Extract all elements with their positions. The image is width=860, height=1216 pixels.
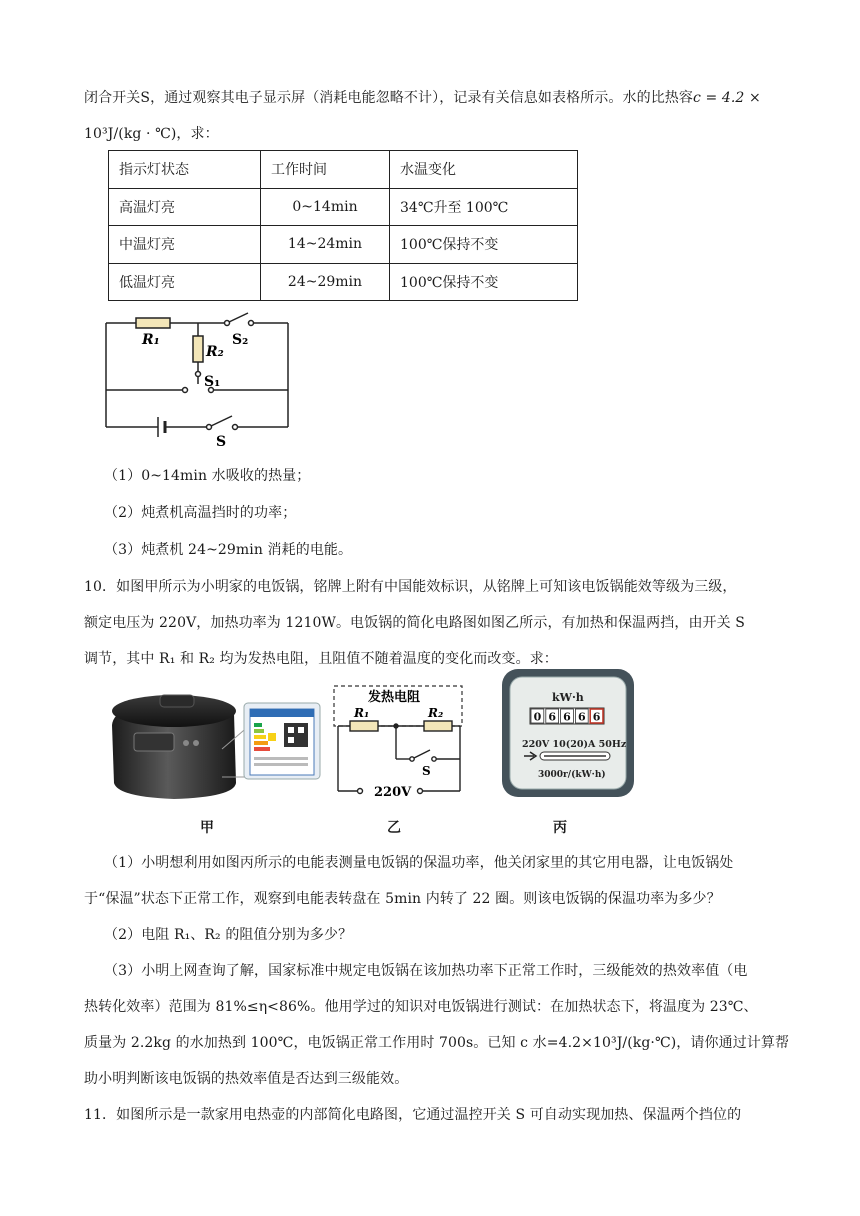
q10-line-2: 额定电压为 220V，加热功率为 1210W。电饭锅的简化电路图如图乙所示，有加热和保温两挡，由开关 S bbox=[84, 615, 745, 631]
q10-part-2: （2）电阻 R₁、R₂ 的阻值分别为多少？ bbox=[104, 927, 353, 943]
q10-line-3: 调节，其中 R₁ 和 R₂ 均为发热电阻，且阻值不随着温度的变化而改变。求： bbox=[84, 651, 558, 667]
status-table bbox=[108, 150, 578, 301]
meter-digit: 6 bbox=[548, 710, 557, 724]
q9-part-1: （1）0~14min 水吸收的热量； bbox=[104, 468, 311, 484]
label-heating-resistor: 发热电阻 bbox=[368, 690, 421, 705]
label-220v: 220V bbox=[374, 785, 412, 800]
table-cell: 100℃保持不变 bbox=[390, 263, 578, 301]
label-yi-r1: R₁ bbox=[354, 706, 370, 720]
table-row bbox=[109, 263, 578, 301]
meter-digit: 6 bbox=[563, 710, 571, 724]
q10-part-3-line-1: （3）小明上网查询了解，国家标准中规定电饭锅在该加热功率下正常工作时，三级能效的热效率值（电 bbox=[104, 963, 748, 979]
q9-part-2: （2）炖煮机高温挡时的功率； bbox=[104, 505, 297, 521]
table-cell: 24~29min bbox=[261, 263, 390, 301]
caption-jia: 甲 bbox=[200, 820, 214, 836]
table-cell: 100℃保持不变 bbox=[390, 226, 578, 264]
table-cell: 14~24min bbox=[261, 226, 390, 264]
meter-rev: 3000r/(kW·h) bbox=[538, 770, 606, 780]
meter-spec: 220V 10(20)A 50Hz bbox=[522, 739, 627, 750]
table-row bbox=[109, 188, 578, 226]
label-s1: S₁ bbox=[204, 374, 221, 390]
table-header: 水温变化 bbox=[390, 151, 578, 189]
table-header-row bbox=[109, 151, 578, 189]
label-r2: R₂ bbox=[206, 344, 224, 360]
table-cell: 低温灯亮 bbox=[109, 263, 261, 301]
rice-cooker-figure bbox=[104, 685, 324, 805]
table-row bbox=[109, 226, 578, 264]
circuit-diagram-2 bbox=[330, 683, 470, 803]
q10-part-1-line-2: 于“保温”状态下正常工作，观察到电能表转盘在 5min 内转了 22 圈。则该电饭锅的保温功率为多少？ bbox=[84, 891, 721, 907]
circuit-diagram-1 bbox=[96, 310, 306, 450]
specific-heat-formula: c = 4.2 × bbox=[693, 90, 761, 106]
caption-yi: 乙 bbox=[387, 820, 401, 836]
intro-line-1: 闭合开关S，通过观察其电子显示屏（消耗电能忽略不计），记录有关信息如表格所示。水的比热容c = 4.2 × bbox=[84, 90, 761, 106]
table-cell: 高温灯亮 bbox=[109, 188, 261, 226]
meter-digit: 0 bbox=[533, 710, 542, 724]
q11-line-1: 11．如图所示是一款家用电热壶的内部简化电路图，它通过温控开关 S 可自动实现加热、保温两个挡位的 bbox=[84, 1107, 742, 1123]
q10-part-3-line-4: 助小明判断该电饭锅的热效率值是否达到三级能效。 bbox=[84, 1071, 409, 1087]
label-yi-r2: R₂ bbox=[428, 706, 444, 720]
intro-line-2: 10³J/(kg · ℃)，求： bbox=[84, 126, 219, 142]
table-header: 指示灯状态 bbox=[109, 151, 261, 189]
caption-bing: 丙 bbox=[553, 820, 567, 836]
energy-meter-figure bbox=[500, 667, 636, 799]
meter-digit: 6 bbox=[592, 710, 601, 724]
q10-part-1-line-1: （1）小明想利用如图丙所示的电能表测量电饭锅的保温功率，他关闭家里的其它用电器，让电饭锅处 bbox=[104, 855, 734, 871]
table-cell: 0~14min bbox=[261, 188, 390, 226]
q9-part-3: （3）炖煮机 24~29min 消耗的电能。 bbox=[104, 542, 353, 558]
meter-digit: 6 bbox=[577, 710, 586, 724]
label-s2: S₂ bbox=[232, 332, 249, 348]
q10-part-3-line-3: 质量为 2.2kg 的水加热到 100℃，电饭锅正常工作用时 700s。已知 c 水=4.2×10³J/(kg·℃)，请你通过计算帮 bbox=[84, 1035, 790, 1051]
q10-part-3-line-2: 热转化效率）范围为 81%≤η<86%。他用学过的知识对电饭锅进行测试：在加热状态下，将温度为 23℃、 bbox=[84, 999, 758, 1015]
label-yi-s: S bbox=[422, 764, 431, 778]
q10-line-1: 10．如图甲所示为小明家的电饭锅，铭牌上附有中国能效标识，从铭牌上可知该电饭锅能效等级为三级， bbox=[84, 579, 737, 595]
table-cell: 34℃升至 100℃ bbox=[390, 188, 578, 226]
meter-unit: kW·h bbox=[552, 691, 584, 704]
table-cell: 中温灯亮 bbox=[109, 226, 261, 264]
label-r1: R₁ bbox=[142, 332, 160, 348]
table-header: 工作时间 bbox=[261, 151, 390, 189]
label-s: S bbox=[216, 434, 227, 450]
